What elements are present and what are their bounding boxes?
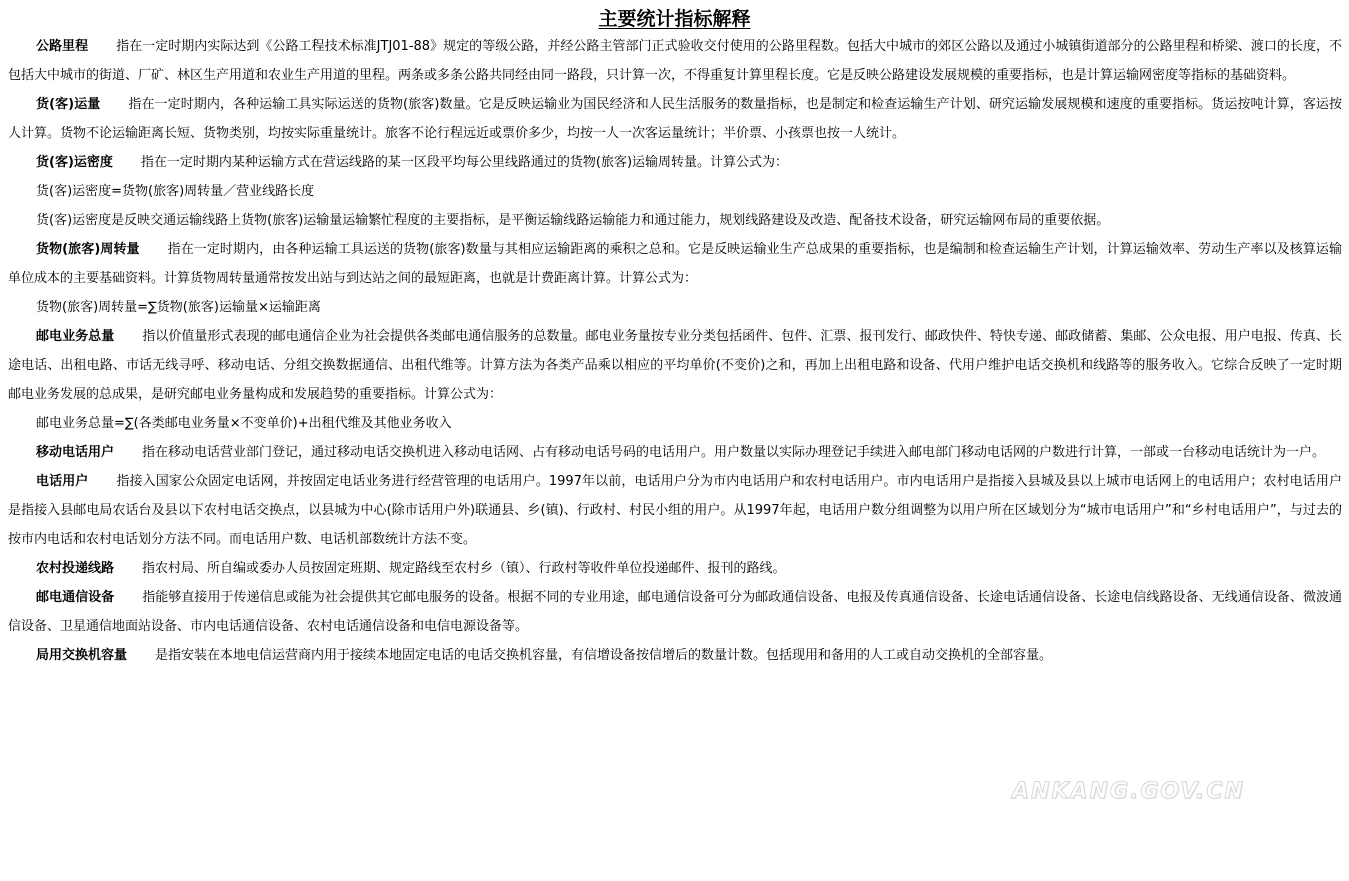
formula-text: 货物(旅客)周转量=∑货物(旅客)运输量×运输距离 (36, 300, 321, 315)
term-definition: 指在一定时期内某种运输方式在营运线路的某一区段平均每公里线路通过的货物(旅客)运输周转量。计算公式为： (140, 155, 789, 170)
term-definition: 指在移动电话营业部门登记，通过移动电话交换机进入移动电话网、占有移动电话号码的电话用户。用户数量以实际办理登记手续进入邮电部门移动电话网的户数进行计算，一部或一台移动电话统计为一户。 (142, 445, 1326, 460)
term-label: 邮电通信设备 (36, 590, 115, 605)
entry-telephone-users (8, 467, 1342, 554)
term-definition: 指能够直接用于传递信息或能为社会提供其它邮电服务的设备。根据不同的专业用途，邮电通信设备可分为邮政通信设备、电报及传真通信设备、长途电话通信设备、长途电信线路设备、无线通信设备、微波通信设备、卫星通信地面站设备、市内电话通信设备、农村电话通信设备和电信电源设备等。 (8, 590, 1342, 634)
formula-text: 邮电业务总量=∑(各类邮电业务量×不变单价)+出租代维及其他业务收入 (36, 416, 452, 431)
page-title (0, 6, 1349, 32)
entry-telecom-equipment (8, 583, 1342, 641)
entry-turnover (8, 235, 1342, 293)
term-definition: 是指安装在本地电信运营商内用于接续本地固定电话的电话交换机容量，有信增设备按信增后的数量计数。包括现用和备用的人工或自动交换机的全部容量。 (155, 648, 1053, 663)
term-label: 货(客)运量 (36, 97, 101, 112)
formula-turnover (8, 293, 1342, 322)
note-text: 货(客)运密度是反映交通运输线路上货物(旅客)运输量运输繁忙程度的主要指标，是平衡运输线路运输能力和通过能力，规划线路建设及改造、配备技术设备，研究运输网布局的重要依据。 (36, 213, 1110, 228)
page-title-text: 主要统计指标解释 (598, 8, 751, 30)
term-definition: 指在一定时期内，由各种运输工具运送的货物(旅客)数量与其相应运输距离的乘积之总和。它是反映运输业生产总成果的重要指标，也是编制和检查运输生产计划，计算运输效率、劳动生产率以及核算运输单位成本的主要基础资料。计算货物周转量通常按发出站与到达站之间的最短距离，也就是计费距离计算。计算公式为： (8, 242, 1342, 286)
note-transport-density (8, 206, 1342, 235)
term-label: 邮电业务总量 (36, 329, 115, 344)
entry-postal-telecom-total (8, 322, 1342, 409)
term-definition: 指在一定时期内，各种运输工具实际运送的货物(旅客)数量。它是反映运输业为国民经济和人民生活服务的数量指标，也是制定和检查运输生产计划、研究运输发展规模和速度的重要指标。货运按吨计算，客运按人计算。货物不论运输距离长短、货物类别，均按实际重量统计。旅客不论行程远近或票价多少，均按一人一次客运量统计；半价票、小孩票也按一人统计。 (8, 97, 1342, 141)
formula-transport-density (8, 177, 1342, 206)
term-label: 电话用户 (36, 474, 89, 489)
term-label: 货物(旅客)周转量 (36, 242, 140, 257)
document-body (8, 32, 1342, 670)
term-definition: 指接入国家公众固定电话网，并按固定电话业务进行经营管理的电话用户。1997年以前，电话用户分为市内电话用户和农村电话用户。市内电话用户是指接入县城及县以上城市电话网上的电话用户；农村电话用户是指接入县邮电局农话台及县以下农村电话交换点，以县城为中心(除市话用户外)联通县、乡(镇)、行政村、村民小组的用户。从1997年起，电话用户数分组调整为以用户所在区域划分为“城市电话用户”和“乡村电话用户”，与过去的按市内电话和农村电话划分方法不同。而电话用户数、电话机部数统计方法不变。 (8, 474, 1342, 547)
term-label: 移动电话用户 (36, 445, 115, 460)
entry-transport-density (8, 148, 1342, 177)
term-definition: 指以价值量形式表现的邮电通信企业为社会提供各类邮电通信服务的总数量。邮电业务量按专业分类包括函件、包件、汇票、报刊发行、邮政快件、特快专递、邮政储蓄、集邮、公众电报、用户电报、传真、长途电话、出租电路、市话无线寻呼、移动电话、分组交换数据通信、出租代维等。计算方法为各类产品乘以相应的平均单价(不变价)之和，再加上出租电路和设备、代用户维护电话交换机和线路等的服务收入。它综合反映了一定时期邮电业务发展的总成果，是研究邮电业务量构成和发展趋势的重要指标。计算公式为： (8, 329, 1342, 402)
term-label: 局用交换机容量 (36, 648, 128, 663)
formula-postal-telecom-total (8, 409, 1342, 438)
entry-mobile-users (8, 438, 1342, 467)
formula-text: 货(客)运密度=货物(旅客)周转量／营业线路长度 (36, 184, 315, 199)
term-label: 货(客)运密度 (36, 155, 113, 170)
entry-highway-mileage (8, 32, 1342, 90)
site-watermark: ANKANG.GOV.CN (1012, 779, 1245, 804)
term-label: 公路里程 (36, 39, 89, 54)
entry-freight-passenger-volume (8, 90, 1342, 148)
entry-rural-delivery-routes (8, 554, 1342, 583)
entry-switch-capacity (8, 641, 1342, 670)
term-label: 农村投递线路 (36, 561, 115, 576)
term-definition: 指在一定时期内实际达到《公路工程技术标准JTJ01-88》规定的等级公路，并经公路主管部门正式验收交付使用的公路里程数。包括大中城市的郊区公路以及通过小城镇街道部分的公路里程和桥梁、渡口的长度，不包括大中城市的街道、厂矿、林区生产用道和农业生产用道的里程。两条或多条公路共同经由同一路段，只计算一次，不得重复计算里程长度。它是反映公路建设发展规模的重要指标，也是计算运输网密度等指标的基础资料。 (8, 39, 1342, 83)
term-definition: 指农村局、所自编或委办人员按固定班期、规定路线至农村乡（镇）、行政村等收件单位投递邮件、报刊的路线。 (142, 561, 786, 576)
